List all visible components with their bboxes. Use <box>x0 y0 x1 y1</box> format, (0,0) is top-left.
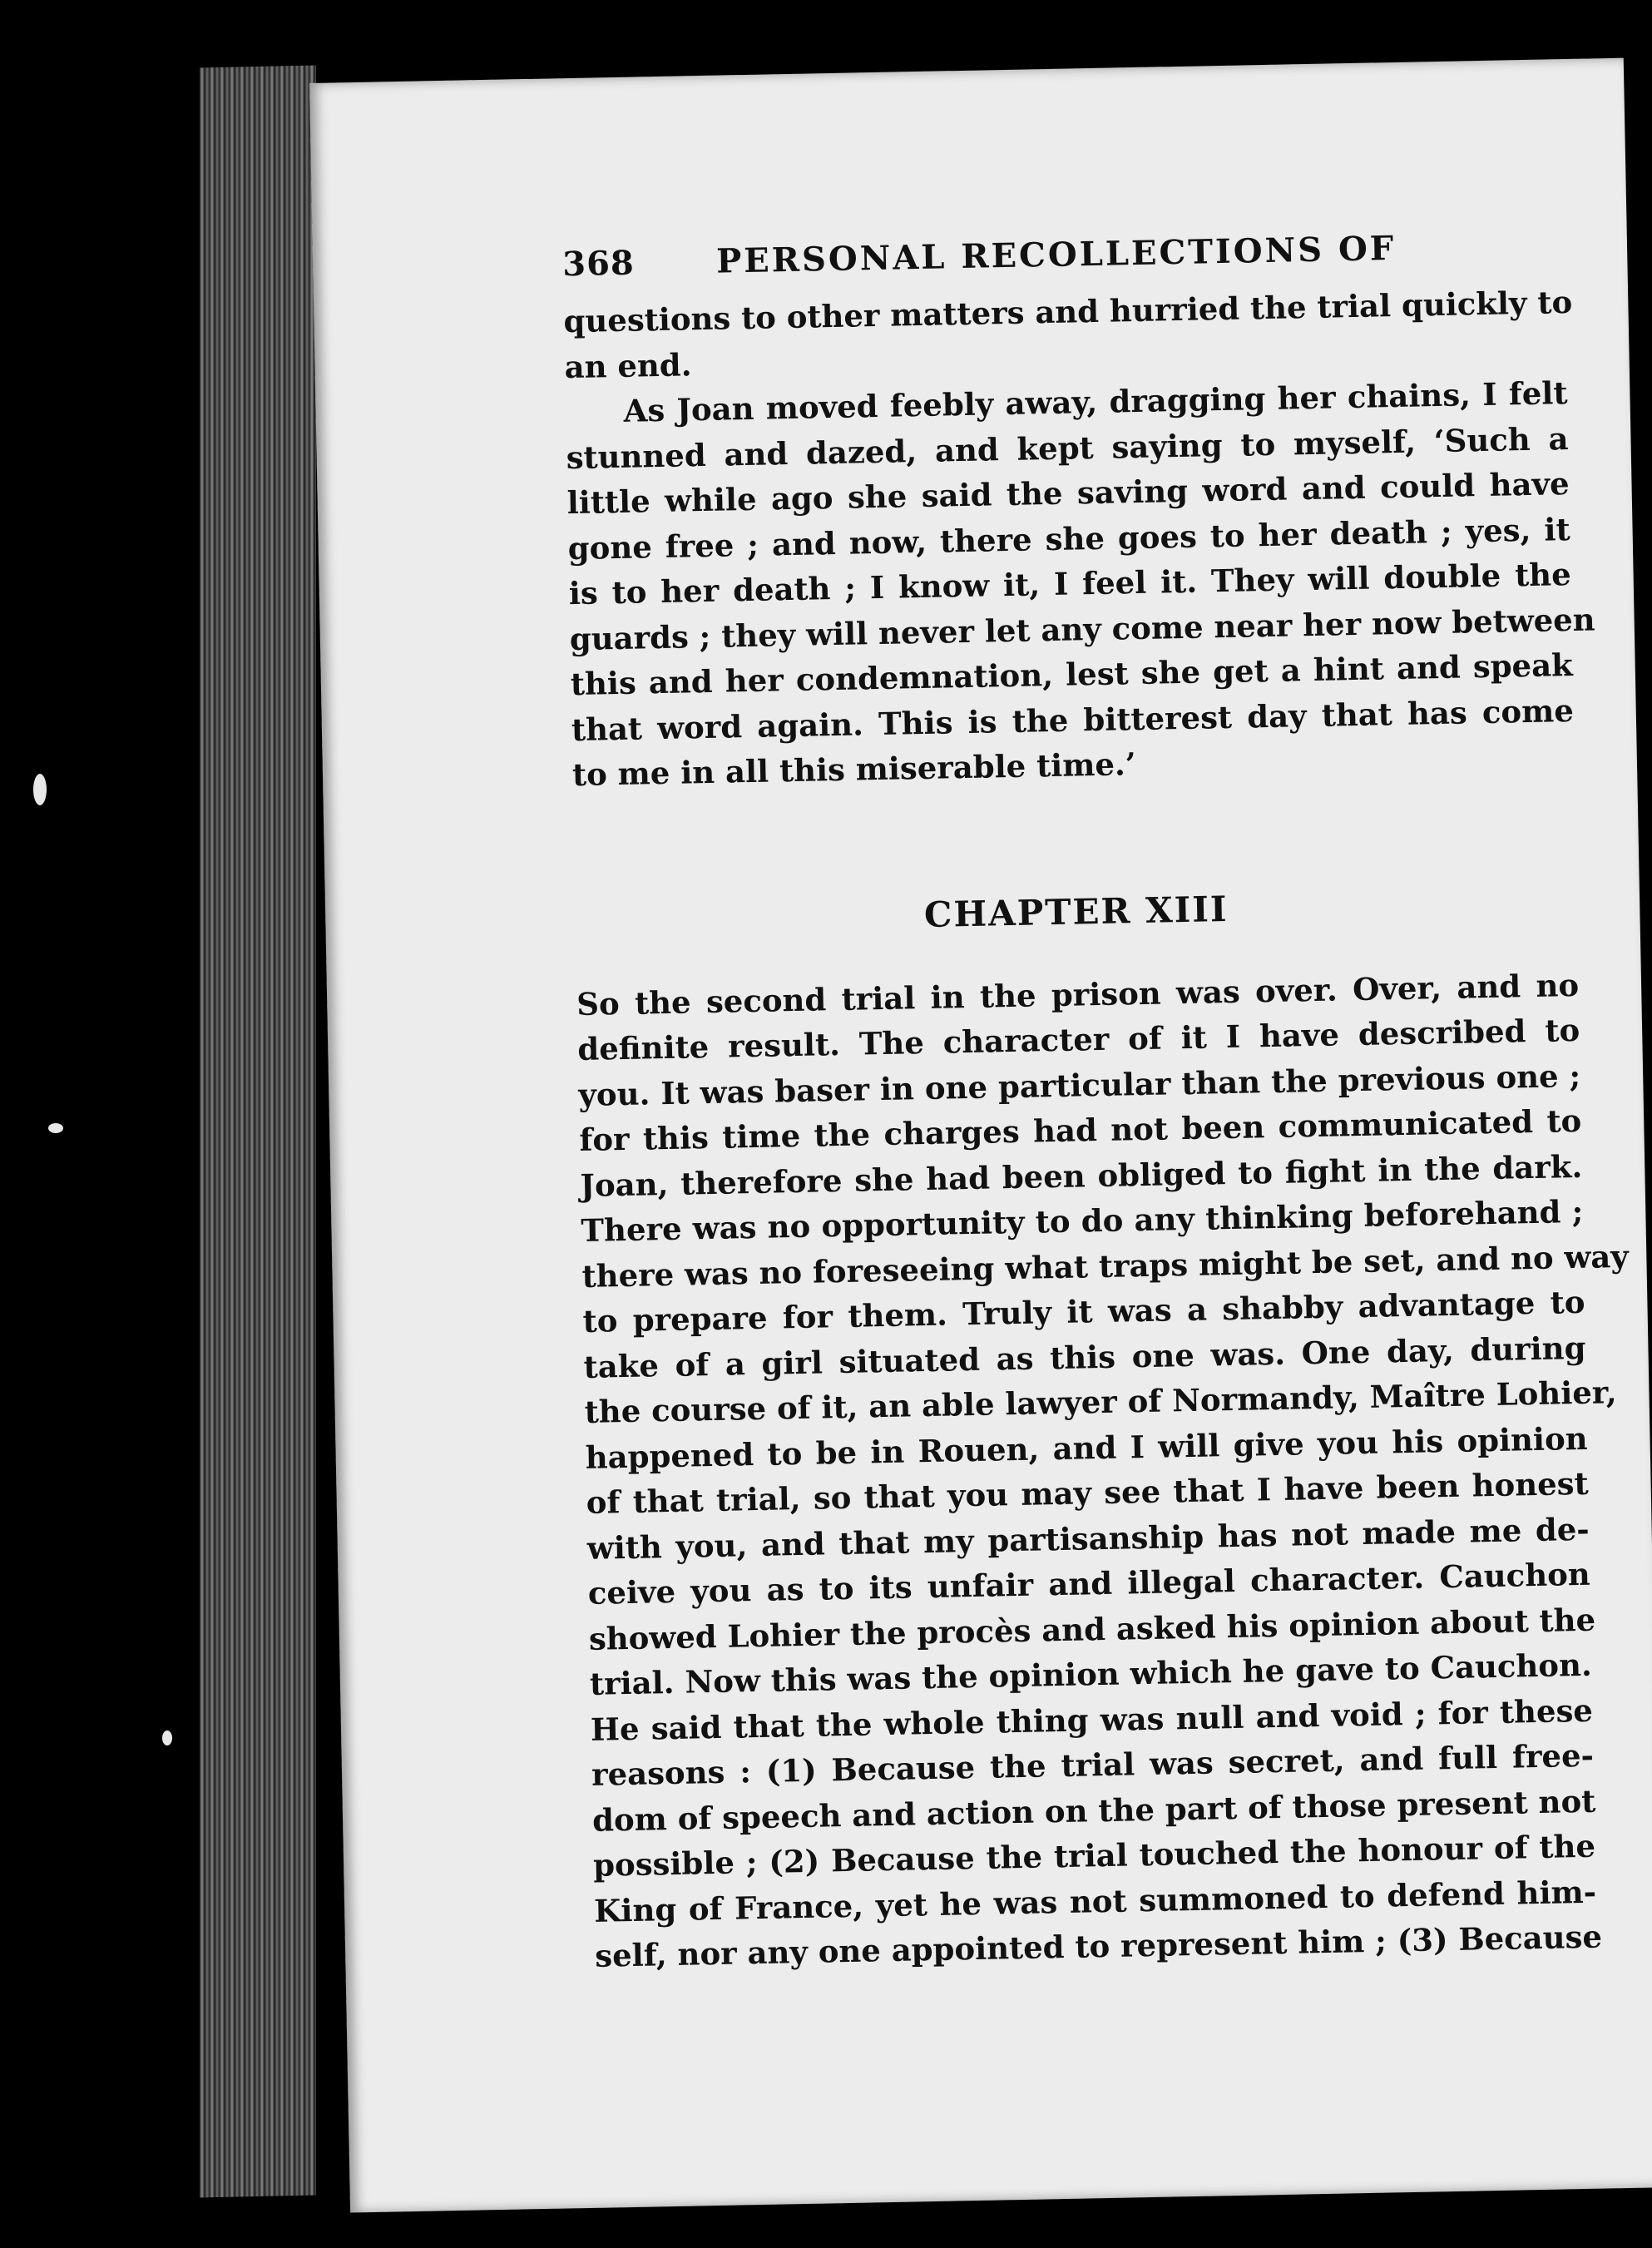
chapter-paragraph <box>576 962 1630 1978</box>
text-line: that word again. This is the bitterest day that has come <box>571 691 1575 748</box>
text-line: definite result. The character of it I have described to <box>576 1011 1580 1068</box>
scan-speck <box>162 1731 172 1745</box>
text-line: for this time the charges had not been communicated to <box>579 1102 1582 1159</box>
text-line: questions to other matters and hurried the trial quickly to <box>563 283 1573 340</box>
running-title: PERSONAL RECOLLECTIONS OF <box>715 228 1397 281</box>
text-line: there was no foreseeing what traps might be set, and no way <box>581 1237 1630 1295</box>
text-line: stunned and dazed, and kept saying to myself, ‘Such a <box>566 419 1569 476</box>
text-line: So the second trial in the prison was over. Over, and no <box>576 966 1580 1022</box>
text-line: gone free ; and now, there she goes to her death ; yes, it <box>567 510 1570 567</box>
text-line: possible ; (2) Because the trial touched the honour of the <box>592 1827 1596 1884</box>
text-line: self, nor any one appointed to represent him ; (3) Because <box>594 1918 1603 1974</box>
text-line: is to her death ; I know it, I feel it. They will double the <box>568 555 1572 612</box>
text-line: showed Lohier the procès and asked his opinion about the <box>588 1601 1596 1657</box>
page-number: 368 <box>561 243 636 285</box>
paragraph <box>565 370 1595 798</box>
chapter-heading: CHAPTER XIII <box>923 888 1229 935</box>
text-line: guards ; they will never let any come near her now between <box>569 600 1595 657</box>
book-page <box>309 58 1652 2213</box>
text-line: Joan, therefore she had been obliged to fight in the dark. <box>580 1147 1583 1204</box>
text-line: trial. Now this was the opinion which he gave to Cauchon. <box>589 1646 1593 1702</box>
text-line: little while ago she said the saving word and could have <box>566 465 1570 522</box>
scan-speck <box>33 774 47 805</box>
book-page-edges <box>200 66 316 2198</box>
running-head <box>562 225 1565 284</box>
text-line: As Joan moved feebly away, dragging her chains, I felt <box>623 374 1568 429</box>
text-line: this and her condemnation, lest she get a hint and speak <box>570 646 1574 703</box>
text-line: to prepare for them. Truly it was a shabby advantage to <box>582 1283 1585 1339</box>
text-line: to me in all this miserable time.’ <box>571 745 1137 794</box>
text-line: reasons : (1) Because the trial was secret, and full free- <box>591 1736 1595 1793</box>
text-line: happened to be in Rouen, and I will give you his opinion <box>585 1419 1588 1476</box>
scan-speck <box>48 1123 63 1133</box>
text-line: of that trial, so that you may see that I have been honest <box>586 1464 1590 1521</box>
text-line: with you, and that my partisanship has not made me de- <box>586 1510 1590 1567</box>
text-line: King of France, yet he was not summoned to defend him- <box>593 1873 1597 1929</box>
text-line: dom of speech and action on the part of those present not <box>591 1782 1596 1839</box>
text-line: There was no opportunity to do any thinking beforehand ; <box>581 1192 1584 1249</box>
text-line: you. It was baser in one particular than the previous one ; <box>577 1057 1581 1113</box>
page-content <box>561 225 1630 1978</box>
text-line: He said that the whole thing was null and void ; for these <box>590 1691 1594 1748</box>
text-line: an end. <box>564 345 692 385</box>
text-line: ceive you as to its unfair and illegal character. Cauchon <box>587 1555 1591 1612</box>
text-line: the course of it, an able lawyer of Normandy, Maître Lohier, <box>584 1374 1617 1430</box>
text-line: take of a girl situated as this one was. One day, during <box>583 1329 1586 1385</box>
